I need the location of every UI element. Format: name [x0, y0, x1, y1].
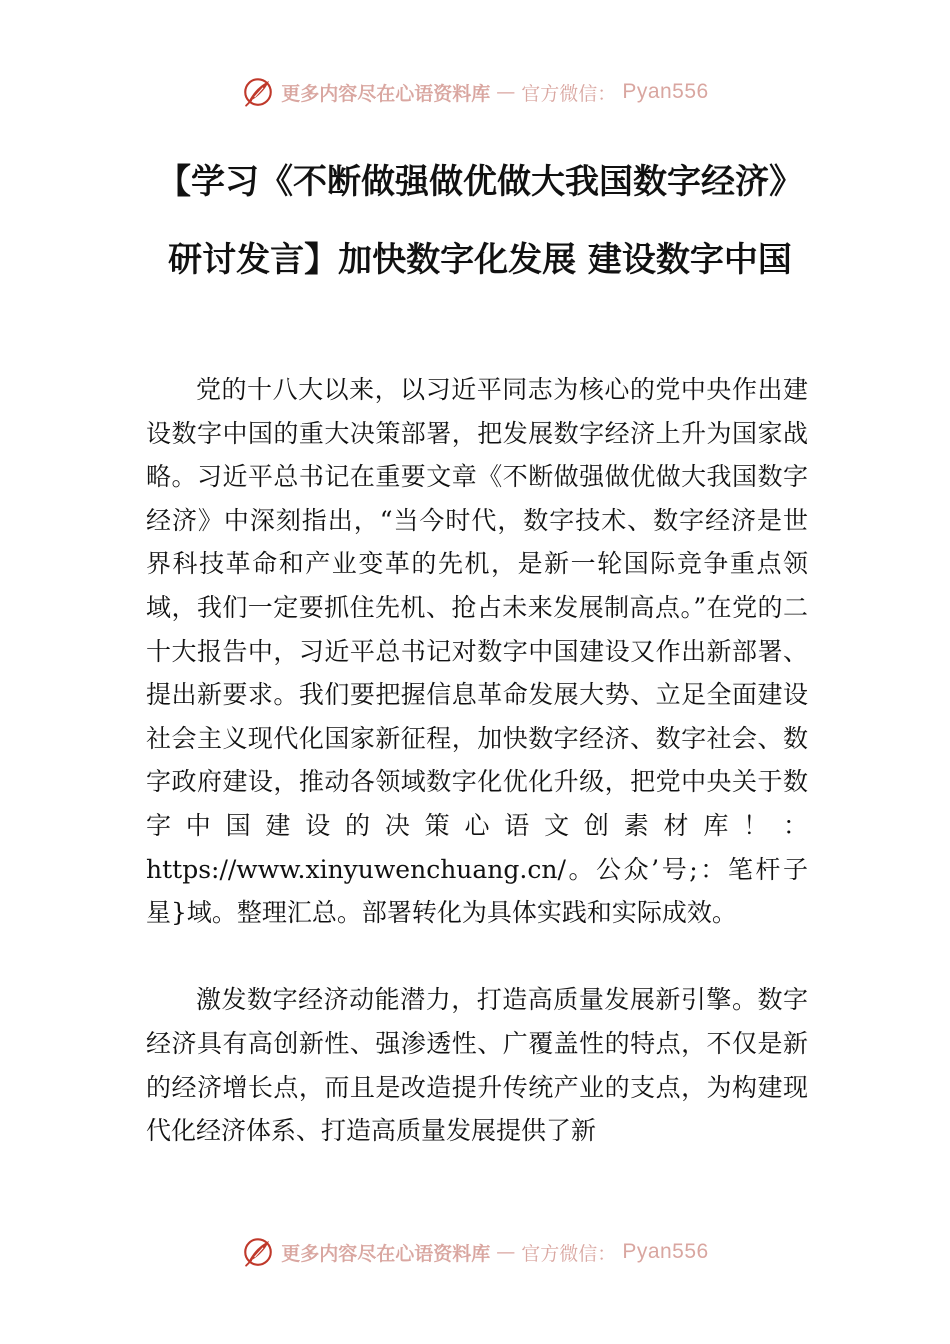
title-line-2: 研讨发言】加快数字化发展 建设数字中国: [168, 240, 792, 280]
banner-wechat-label: 官方微信：: [521, 1242, 617, 1265]
title-line-1: 【学习《不断做强做优做大我国数字经济》: [157, 162, 803, 202]
feather-pen-logo-icon: [241, 1235, 275, 1269]
banner-separator: —: [496, 81, 516, 103]
banner-separator: —: [496, 1241, 516, 1263]
banner-main-text: 更多内容尽在心语资料库: [281, 82, 491, 105]
body-paragraph-1: 党的十八大以来，以习近平同志为核心的党中央作出建设数字中国的重大决策部署，把发展数字经济上升为国家战略。习近平总书记在重要文章《不断做强做优做大我国数字经济》中深刻指出，“当今时代，数字技术、数字经济是世界科技革命和产业变革的先机，是新一轮国际竞争重点领域，我们一定要抓住先机、抢占未来发展制高点。”在党的二十大报告中，习近平总书记对数字中国建设又作出新部署、提出新要求。我们要把握信息革命发展大势、立足全面建设社会主义现代化国家新征程，加快数字经济、数字社会、数字政府建设，推动各领域数字化优化升级，把党中央关于数字中国建设的决策心语文创素材库！：https://www.xinyuwenchuang.cn/。公众’号;：笔杆子星}域。整理汇总。部署转化为具体实践和实际成效。: [146, 375, 808, 928]
footer-banner: [0, 1232, 950, 1272]
header-banner: [0, 72, 950, 112]
banner-main-text: 更多内容尽在心语资料库: [281, 1242, 491, 1265]
banner-wechat-label: 官方微信：: [521, 82, 617, 105]
document-body: [146, 368, 808, 1153]
banner-wechat-id: Pyan556: [622, 1240, 709, 1263]
banner-wechat-id: Pyan556: [622, 80, 709, 103]
body-paragraph-2: 激发数字经济动能潜力，打造高质量发展新引擎。数字经济具有高创新性、强渗透性、广覆盖性的特点，不仅是新的经济增长点，而且是改造提升传统产业的支点，为构建现代化经济体系、打造高质量发展提供了新: [146, 985, 808, 1146]
feather-pen-logo-icon: [241, 75, 275, 109]
document-title: [100, 143, 860, 299]
